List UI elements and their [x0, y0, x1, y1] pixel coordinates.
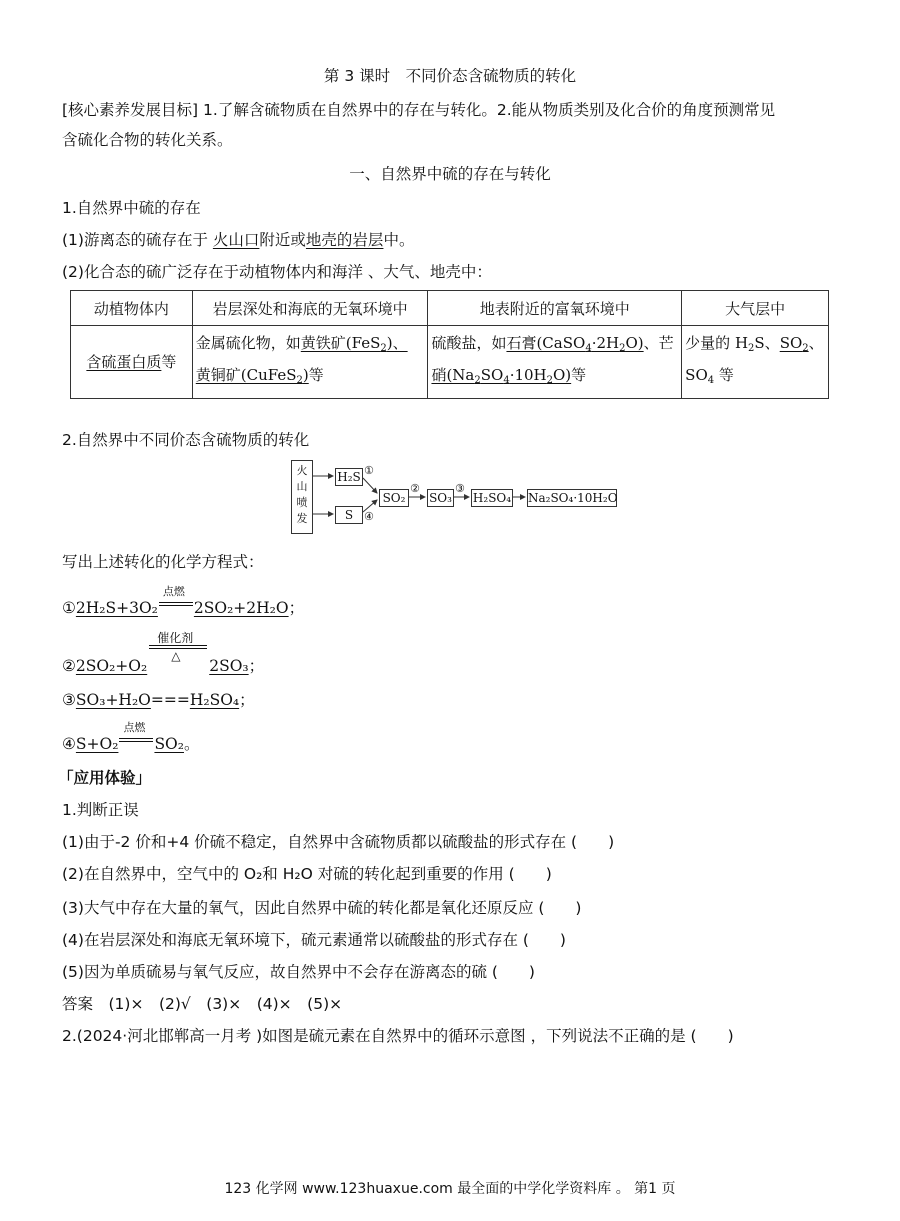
cell-text: 等	[571, 366, 587, 384]
sulfur-transform-diagram	[291, 460, 621, 532]
eq-end: ；	[288, 599, 305, 617]
eq-rhs: 2SO₂+2H₂O	[193, 599, 289, 617]
table-header: 大气层中	[682, 291, 829, 326]
subscript: 4	[585, 343, 592, 354]
eq-number: ③	[62, 691, 76, 709]
practice-item: (2)在自然界中，空气中的 O₂和 H₂O 对硫的转化起到重要的作用 ( )	[62, 865, 552, 883]
eq-arrow	[158, 585, 194, 613]
so3-box: SO₃	[427, 489, 454, 507]
table-header: 动植物体内	[71, 291, 193, 326]
equation-3	[62, 688, 255, 710]
practice-q2: 2.(2024·河北邯郸高一月考 )如图是硫元素在自然界中的循环示意图 ，下列说法不正确的是 ( )	[62, 1027, 734, 1045]
cell-text: 黄铁矿(FeS	[300, 334, 381, 352]
so2-box: SO₂	[379, 489, 409, 507]
cell-answer	[506, 334, 643, 352]
cell-text: S、	[754, 334, 780, 352]
free-prefix: (1)游离态的硫存在于	[62, 231, 213, 249]
cell-text: 金属硫化物，如	[195, 334, 301, 352]
subscript: 2	[748, 343, 755, 354]
cell-text: ·10H	[509, 366, 547, 384]
cell-answer	[431, 366, 571, 384]
equation-4	[62, 721, 200, 754]
subscript: 4	[503, 375, 510, 386]
eq-lhs: SO₃+H₂O	[75, 691, 151, 709]
cell-answer: 含硫蛋白质	[86, 353, 162, 371]
free-mid: 附近或	[259, 231, 306, 249]
cell-answer	[196, 366, 309, 384]
step-1-label: ①	[364, 464, 374, 477]
free-suffix: 中。	[383, 231, 415, 249]
table-cell-oxic	[428, 326, 682, 399]
practice-heading: 「应用体验」	[58, 769, 152, 787]
cell-text: 等	[714, 366, 734, 384]
cell-text: 等	[308, 366, 324, 384]
cell-answer	[301, 334, 408, 352]
eq-reversible-arrow	[147, 631, 209, 671]
eq-lhs: 2H₂S+3O₂	[75, 599, 158, 617]
cell-text: 黄铜矿(CuFeS	[195, 366, 297, 384]
free-answer-2: 地壳的岩层	[305, 231, 384, 249]
eq-condition: 点燃	[123, 721, 146, 734]
volcano-char: 火	[296, 464, 308, 477]
eq-arrow	[118, 721, 154, 749]
sulfur-existence-table	[70, 290, 829, 399]
page-footer: 123 化学网 www.123huaxue.com 最全面的中学化学资料库 。 第1 页	[224, 1181, 676, 1197]
exist-heading: 1.自然界中硫的存在	[62, 199, 201, 217]
cell-text: SO	[480, 366, 504, 384]
page-title: 第 3 课时 不同价态含硫物质的转化	[323, 67, 577, 85]
cell-text: )	[302, 366, 309, 384]
eq-heat: △	[171, 649, 181, 663]
eq-number: ①	[62, 599, 76, 617]
cell-text: 少量的 H	[685, 334, 749, 352]
goals-line-1	[62, 98, 775, 120]
eq-catalyst: 催化剂	[157, 631, 194, 645]
goals-line-2: 含硫化合物的转化关系。	[62, 131, 233, 149]
goals-label: [核心素养发展目标]	[62, 101, 199, 119]
step-2-label: ②	[410, 482, 420, 495]
eq-end: ；	[248, 657, 265, 675]
practice-answer: 答案 (1)× (2)√ (3)× (4)× (5)×	[62, 995, 343, 1013]
eq-rhs: H₂SO₄	[189, 691, 240, 709]
eq-condition: 点燃	[162, 585, 185, 598]
transform-heading: 2.自然界中不同价态含硫物质的转化	[62, 431, 310, 449]
cell-text: SO	[779, 334, 803, 352]
equation-2	[62, 631, 265, 676]
cell-text: 等	[161, 353, 177, 371]
cell-text: 、芒	[643, 334, 674, 352]
step-3-label: ③	[455, 482, 465, 495]
step-4-label: ④	[364, 510, 374, 523]
eq-lhs: S+O₂	[75, 735, 119, 753]
cell-text: 石膏(CaSO	[506, 334, 586, 352]
eq-end: ；	[239, 691, 255, 709]
eq-lhs: 2SO₂+O₂	[75, 657, 148, 675]
cell-text: 、	[808, 334, 824, 352]
subscript: 2	[474, 375, 481, 386]
practice-item: (4)在岩层深处和海底无氧环境下，硫元素通常以硫酸盐的形式存在 ( )	[62, 931, 566, 949]
eq-end: 。	[183, 735, 200, 753]
cell-text: O)	[553, 366, 572, 384]
eq-rhs: SO₂	[154, 735, 184, 753]
table-cell-atmosphere	[682, 326, 829, 399]
cell-text: 硝(Na	[431, 366, 475, 384]
cell-text: )、	[386, 334, 408, 352]
combined-sulfur-line: (2)化合态的硫广泛存在于动植物体内和海洋 、大气、地壳中：	[62, 263, 492, 281]
table-row	[71, 326, 829, 399]
subscript: 2	[296, 375, 303, 386]
goals-text-1: 1.了解含硫物质在自然界中的存在与转化。2.能从物质类别及化合价的角度预测常见	[203, 101, 776, 119]
subscript: 2	[619, 343, 626, 354]
subscript: 2	[546, 375, 553, 386]
practice-q1: 1.判断正误	[62, 801, 139, 819]
cell-answer	[780, 334, 809, 352]
practice-item: (1)由于-2 价和+4 价硫不稳定，自然界中含硫物质都以硫酸盐的形式存在 ( )	[62, 833, 615, 851]
volcano-char: 喷	[296, 496, 308, 509]
volcano-char: 发	[296, 512, 308, 525]
table-cell-anoxic	[192, 326, 428, 399]
cell-text: SO	[685, 366, 708, 384]
table-cell-organisms	[71, 326, 193, 399]
cell-text: 硫酸盐，如	[431, 334, 507, 352]
table-header-row	[71, 291, 829, 326]
subscript: 2	[802, 343, 809, 354]
na2so4-box: Na₂SO₄·10H₂O	[528, 491, 618, 505]
practice-item: (3)大气中存在大量的氧气，因此自然界中硫的转化都是氧化还原反应 ( )	[62, 899, 582, 917]
volcano-char: 山	[296, 480, 308, 493]
table-header: 地表附近的富氧环境中	[428, 291, 682, 326]
table-header: 岩层深处和海底的无氧环境中	[192, 291, 428, 326]
h2s-box: H₂S	[335, 468, 363, 486]
free-sulfur-line	[62, 228, 414, 250]
s-box: S	[335, 506, 363, 524]
cell-text: ·2H	[591, 334, 620, 352]
subscript: 4	[707, 375, 715, 386]
arrow-line	[363, 478, 377, 493]
volcano-box	[291, 460, 313, 534]
practice-item: (5)因为单质硫易与氧气反应，故自然界中不会存在游离态的硫 ( )	[62, 963, 535, 981]
eq-number: ④	[62, 735, 76, 753]
eq-rhs: 2SO₃	[209, 657, 249, 675]
equations-prompt: 写出上述转化的化学方程式：	[62, 553, 264, 571]
eq-number: ②	[62, 657, 76, 675]
cell-text: O)	[625, 334, 644, 352]
h2so4-box: H₂SO₄	[472, 491, 512, 505]
eq-equals: ===	[150, 691, 190, 709]
free-answer-1: 火山口	[212, 231, 260, 249]
subscript: 2	[380, 343, 387, 354]
section-heading-1: 一、自然界中硫的存在与转化	[349, 165, 551, 183]
equation-1	[62, 585, 305, 618]
